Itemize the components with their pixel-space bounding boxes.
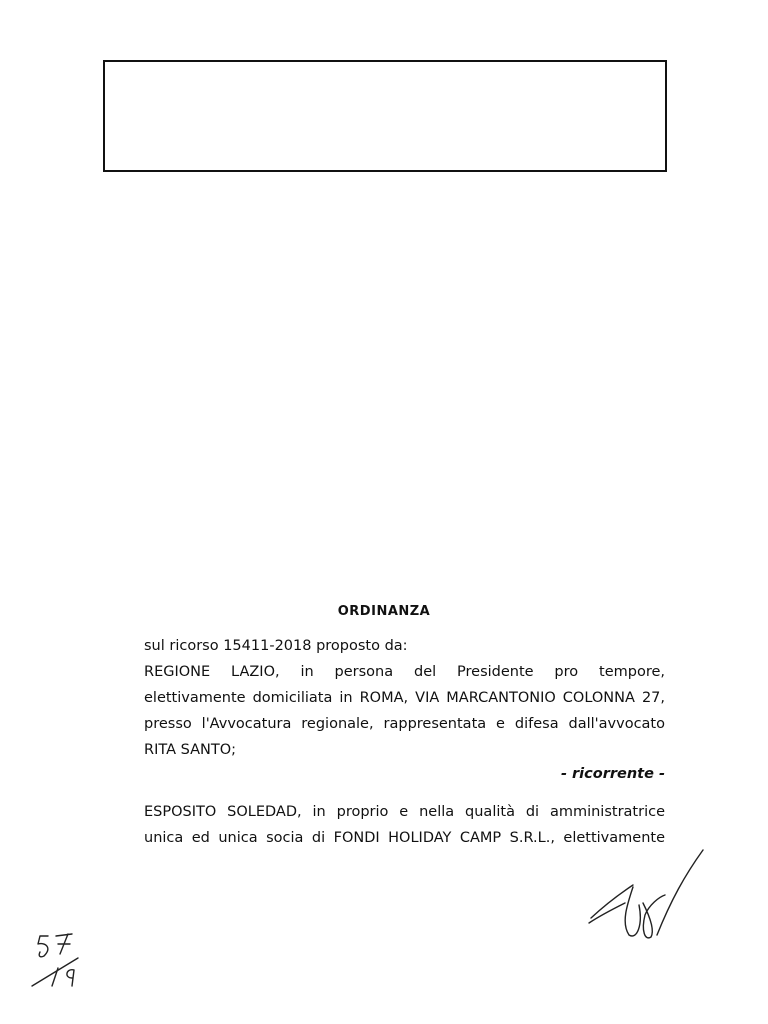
handwritten-signature	[585, 845, 710, 945]
text-line: RITA SANTO;	[144, 742, 237, 758]
paragraph-ricorrente	[144, 633, 665, 763]
document-title: ORDINANZA	[337, 604, 431, 619]
paragraph-controricorrente	[144, 799, 665, 851]
text-line: presso l'Avvocatura regionale, rappresentata e difesa dall'avvocato	[144, 716, 665, 732]
role-label: - ricorrente -	[560, 766, 665, 782]
handwritten-page-number	[28, 928, 90, 992]
text-line: elettivamente domiciliata in ROMA, VIA MARCANTONIO COLONNA 27,	[144, 690, 665, 706]
text-line: unica ed unica socia di FONDI HOLIDAY CAMP S.R.L., elettivamente	[144, 830, 665, 846]
text-line: ESPOSITO SOLEDAD, in proprio e nella qualità di amministratrice	[144, 804, 665, 820]
text-line: sul ricorso 15411-2018 proposto da:	[144, 638, 408, 654]
text-line: REGIONE LAZIO, in persona del Presidente pro tempore,	[144, 664, 665, 680]
header-box	[103, 60, 667, 172]
